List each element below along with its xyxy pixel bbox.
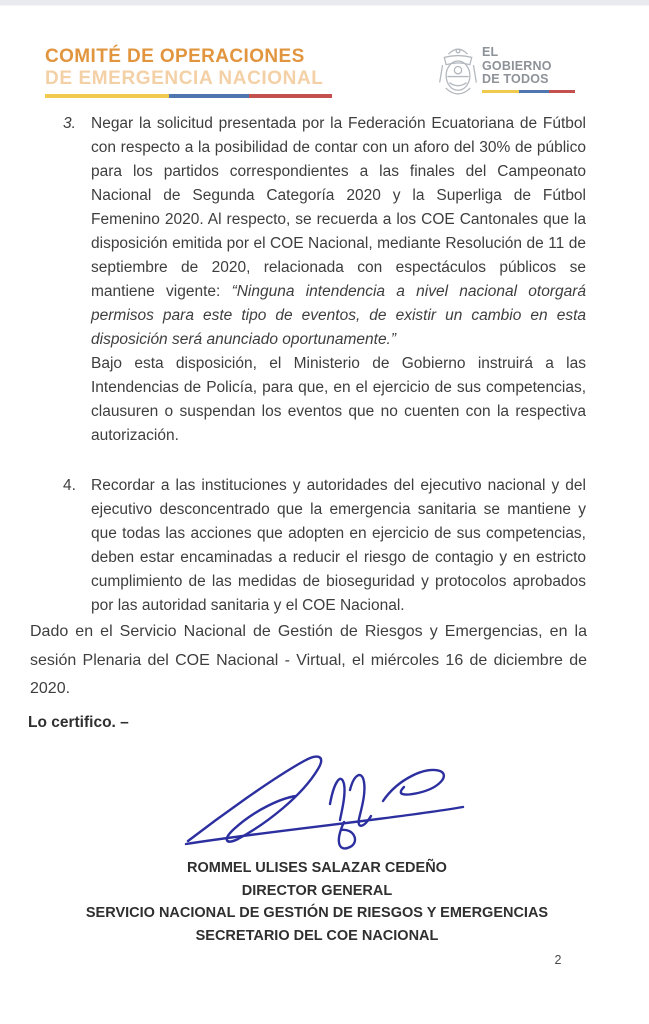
document-body: [63, 112, 586, 618]
flag-red-segment: [249, 94, 332, 98]
item-continuation: Bajo esta disposición, el Ministerio de Gobierno instruirá a las Intendencias de Policía, para que, en el ejercicio de sus competencias, clausuren o suspendan los eventos que no cuenten con la respectiva autorización.: [91, 355, 586, 444]
gov-logo-text: [482, 44, 575, 93]
flag-yellow-segment: [45, 94, 169, 98]
item-number: 4.: [63, 477, 76, 494]
scan-top-strip: [0, 0, 649, 6]
coat-of-arms-icon: [437, 44, 479, 100]
gov-logo-line2: GOBIERNO: [482, 58, 552, 73]
gov-logo-flag: [482, 90, 575, 93]
item-text: Recordar a las instituciones y autoridades del ejecutivo nacional y del ejecutivo desconcentrado que la emergencia sanitaria se mantiene y que todas las acciones que adopten en ejercicio de sus competencias, deben estar encaminadas a reducir el riesgo de contagio y en estricto cumplimiento de las medidas de bioseguridad y protocolos aprobados por las autoridad sanitaria y el COE Nacional.: [91, 477, 586, 614]
signatory-name: ROMMEL ULISES SALAZAR CEDEÑO: [187, 860, 447, 876]
signatory-title-1: DIRECTOR GENERAL: [241, 882, 393, 899]
flag-yellow-segment: [482, 90, 519, 93]
closing-paragraph: Dado en el Servicio Nacional de Gestión de Riesgos y Emergencias, en la sesión Plenaria del COE Nacional - Virtual, el miércoles 16 de diciembre de 2020.: [30, 623, 587, 697]
flag-red-segment: [549, 90, 575, 93]
gov-logo-line1: EL: [482, 45, 499, 59]
item-body: [91, 474, 586, 618]
org-title: COMITÉ DE OPERACIONES: [45, 46, 305, 67]
flag-blue-segment: [169, 94, 249, 98]
flag-divider: [45, 94, 332, 98]
org-header: [45, 46, 345, 98]
flag-blue-segment: [519, 90, 549, 93]
item-text-main: Negar la solicitud presentada por la Federación Ecuatoriana de Fútbol con respecto a la posibilidad de contar con un aforo del 30% de público para los partidos correspondientes a las finales del Campeonato Nacional de Segunda Categoría 2020 y la Superliga de Fútbol Femenino 2020. Al respecto, se recuerda a los COE Cantonales que la disposición emitida por el COE Nacional, mediante Resolución de 11 de septiembre de 2020, relacionada con espectáculos públicos se mantiene vigente:: [91, 115, 586, 300]
signature: [178, 746, 478, 856]
page-number: 2: [554, 953, 562, 967]
item-number: 3.: [63, 115, 76, 132]
numbered-item-4: [63, 474, 586, 618]
signature-ink-icon: [178, 746, 478, 856]
org-subtitle: DE EMERGENCIA NACIONAL: [45, 68, 324, 89]
numbered-item-3: [63, 112, 586, 448]
gov-logo-line3: DE TODOS: [482, 72, 549, 86]
item-text: [91, 112, 586, 352]
government-logo: [437, 44, 577, 100]
item-body: [91, 112, 586, 448]
certification-line: Lo certifico. –: [28, 714, 129, 731]
signatory-title-3: SECRETARIO DEL COE NACIONAL: [195, 927, 439, 944]
signatory-title-2: SERVICIO NACIONAL DE GESTIÓN DE RIESGOS Y EMERGENCIAS: [85, 905, 549, 921]
signatory-block: [55, 857, 579, 947]
quoted-text: “Ninguna intendencia a nivel nacional otorgará permisos para este tipo de eventos, de existir un cambio en esta disposición será anunciado oportunamente.”: [91, 283, 586, 348]
